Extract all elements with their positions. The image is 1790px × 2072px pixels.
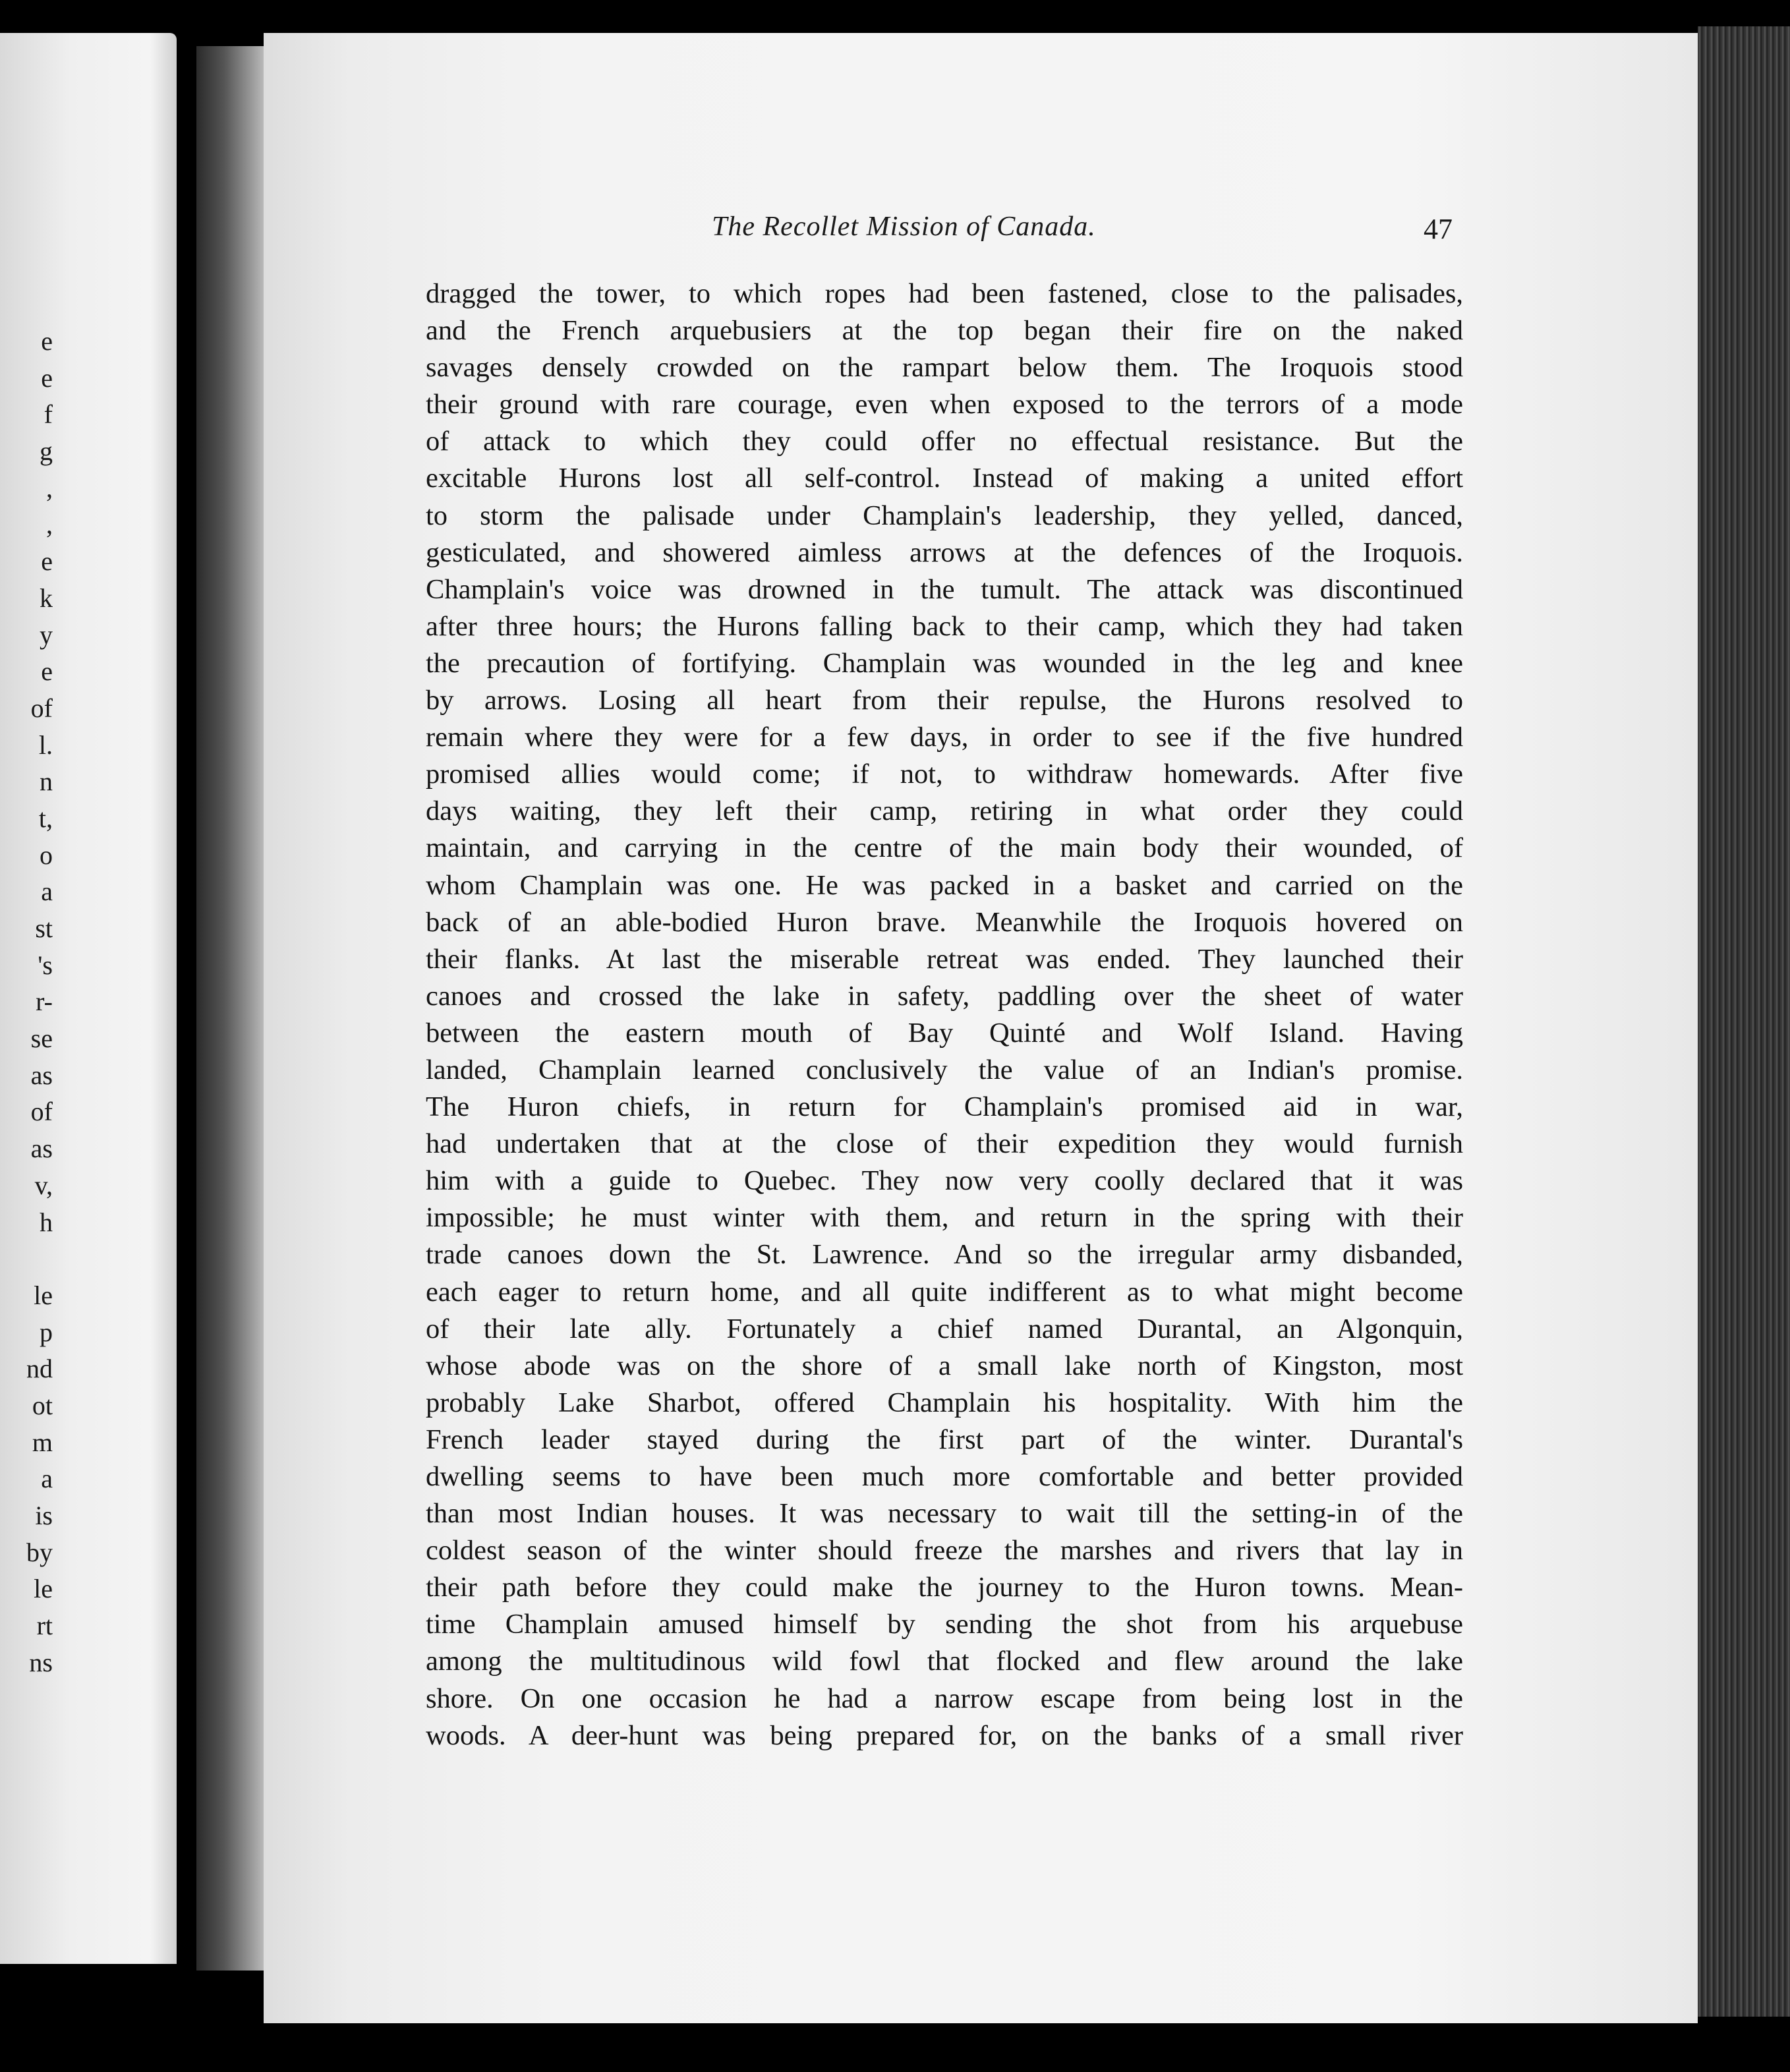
text-line: gesticulated, and showered aimless arrows at the defences of the Iroquois.: [426, 536, 1463, 568]
text-line: of attack to which they could offer no effectual resistance. But the: [426, 426, 1463, 457]
facing-page-fragment: as: [30, 1060, 53, 1090]
text-line: probably Lake Sharbot, offered Champlain his hospitality. With him the: [426, 1387, 1463, 1418]
text-line: of their late ally. Fortunately a chief named Durantal, an Algonquin,: [426, 1313, 1463, 1344]
text-line: impossible; he must winter with them, and return in the spring with their: [426, 1202, 1463, 1234]
facing-page-fragment: l.: [38, 730, 53, 760]
text-line: among the multitudinous wild fowl that flocked and flew around the lake: [426, 1646, 1463, 1677]
facing-page-fragment: h: [40, 1207, 53, 1237]
facing-page-fragment: p: [40, 1317, 53, 1347]
text-line: each eager to return home, and all quite indifferent as to what might become: [426, 1276, 1463, 1308]
text-line: days waiting, they left their camp, retiring in what order they could: [426, 795, 1463, 827]
text-line: remain where they were for a few days, in order to see if the five hundred: [426, 722, 1463, 753]
facing-page-fragment: le: [34, 1280, 53, 1310]
facing-page-fragment: a: [41, 877, 53, 907]
facing-page-fragment: by: [26, 1537, 53, 1567]
text-line: to storm the palisade under Champlain's leadership, they yelled, danced,: [426, 500, 1463, 531]
facing-page-fragment: e: [41, 546, 53, 577]
text-line: maintain, and carrying in the centre of the main body their wounded, of: [426, 832, 1463, 864]
facing-page-fragment: ,: [46, 509, 53, 540]
page-stack-edges: [1698, 26, 1790, 2017]
facing-page-fragment: [0, 1240, 53, 1277]
facing-page-fragment: t,: [38, 803, 53, 833]
facing-page-fragment: of: [30, 693, 53, 723]
text-line: and the French arquebusiers at the top began their fire on the naked: [426, 315, 1463, 347]
facing-page-fragment: rt: [36, 1611, 53, 1641]
facing-page-text: [0, 323, 53, 1681]
text-line: their ground with rare courage, even when exposed to the terrors of a mode: [426, 389, 1463, 420]
facing-page-fragment: o: [40, 840, 53, 870]
facing-page-fragment: as: [30, 1134, 53, 1164]
facing-page-fragment: g: [40, 436, 53, 467]
text-line: French leader stayed during the first part of the winter. Durantal's: [426, 1424, 1463, 1455]
text-line: after three hours; the Hurons falling back to their camp, which they had taken: [426, 610, 1463, 642]
text-line: excitable Hurons lost all self-control. Instead of making a united effort: [426, 463, 1463, 494]
facing-page-fragment: v,: [34, 1170, 53, 1200]
facing-page-fragment: ot: [32, 1390, 53, 1420]
text-line: the precaution of fortifying. Champlain was wounded in the leg and knee: [426, 647, 1463, 679]
facing-page-fragment: e: [41, 326, 53, 356]
text-line: promised allies would come; if not, to withdraw homewards. After five: [426, 759, 1463, 790]
running-head: The Recollet Mission of Canada.: [712, 212, 1096, 242]
facing-page-fragment: st: [35, 913, 53, 943]
text-line: shore. On one occasion he had a narrow escape from being lost in the: [426, 1683, 1463, 1714]
text-line: canoes and crossed the lake in safety, paddling over the sheet of water: [426, 980, 1463, 1012]
facing-page-fragment: a: [41, 1464, 53, 1494]
facing-page-fragment: n: [40, 766, 53, 797]
text-line: woods. A deer-hunt was being prepared for, on the banks of a small river: [426, 1719, 1463, 1751]
facing-page: [0, 33, 177, 1964]
facing-page-fragment: y: [40, 619, 53, 650]
text-line: whom Champlain was one. He was packed in a basket and carried on the: [426, 869, 1463, 901]
text-line: back of an able-bodied Huron brave. Meanwhile the Iroquois hovered on: [426, 906, 1463, 938]
facing-page-fragment: nd: [26, 1354, 53, 1384]
text-line: their path before they could make the journey to the Huron towns. Mean-: [426, 1572, 1463, 1603]
facing-page-fragment: is: [35, 1501, 53, 1530]
text-line: between the eastern mouth of Bay Quinté and Wolf Island. Having: [426, 1017, 1463, 1049]
text-line: him with a guide to Quebec. They now very coolly declared that it was: [426, 1165, 1463, 1197]
text-line: trade canoes down the St. Lawrence. And so the irregular army disbanded,: [426, 1239, 1463, 1271]
facing-page-fragment: 's: [38, 950, 53, 980]
facing-page-fragment: e: [41, 656, 53, 687]
text-line: had undertaken that at the close of their expedition they would furnish: [426, 1128, 1463, 1160]
facing-page-fragment: f: [43, 399, 53, 430]
text-line: than most Indian houses. It was necessary to wait till the setting-in of the: [426, 1498, 1463, 1530]
facing-page-fragment: ns: [29, 1647, 53, 1677]
facing-page-fragment: m: [32, 1427, 53, 1457]
text-line: coldest season of the winter should freeze the marshes and rivers that lay in: [426, 1535, 1463, 1567]
facing-page-fragment: e: [41, 362, 53, 393]
facing-page-fragment: r-: [36, 987, 53, 1017]
text-line: landed, Champlain learned conclusively the value of an Indian's promise.: [426, 1054, 1463, 1085]
body-text: [426, 275, 1463, 1754]
text-line: dragged the tower, to which ropes had been fastened, close to the palisades,: [426, 278, 1463, 309]
facing-page-fragment: of: [30, 1097, 53, 1127]
facing-page-fragment: ,: [46, 473, 53, 503]
text-line: Champlain's voice was drowned in the tumult. The attack was discontinued: [426, 573, 1463, 605]
page-number: 47: [1424, 213, 1453, 245]
text-line: time Champlain amused himself by sending the shot from his arquebuse: [426, 1609, 1463, 1640]
facing-page-fragment: le: [34, 1574, 53, 1604]
facing-page-fragment: se: [30, 1023, 53, 1054]
text-line: dwelling seems to have been much more comfortable and better provided: [426, 1461, 1463, 1492]
text-line: by arrows. Losing all heart from their repulse, the Hurons resolved to: [426, 685, 1463, 716]
text-line: savages densely crowded on the rampart below them. The Iroquois stood: [426, 352, 1463, 384]
text-line: their flanks. At last the miserable retreat was ended. They launched their: [426, 943, 1463, 975]
text-line: whose abode was on the shore of a small lake north of Kingston, most: [426, 1350, 1463, 1381]
text-line: The Huron chiefs, in return for Champlain's promised aid in war,: [426, 1091, 1463, 1123]
facing-page-fragment: k: [40, 583, 53, 613]
